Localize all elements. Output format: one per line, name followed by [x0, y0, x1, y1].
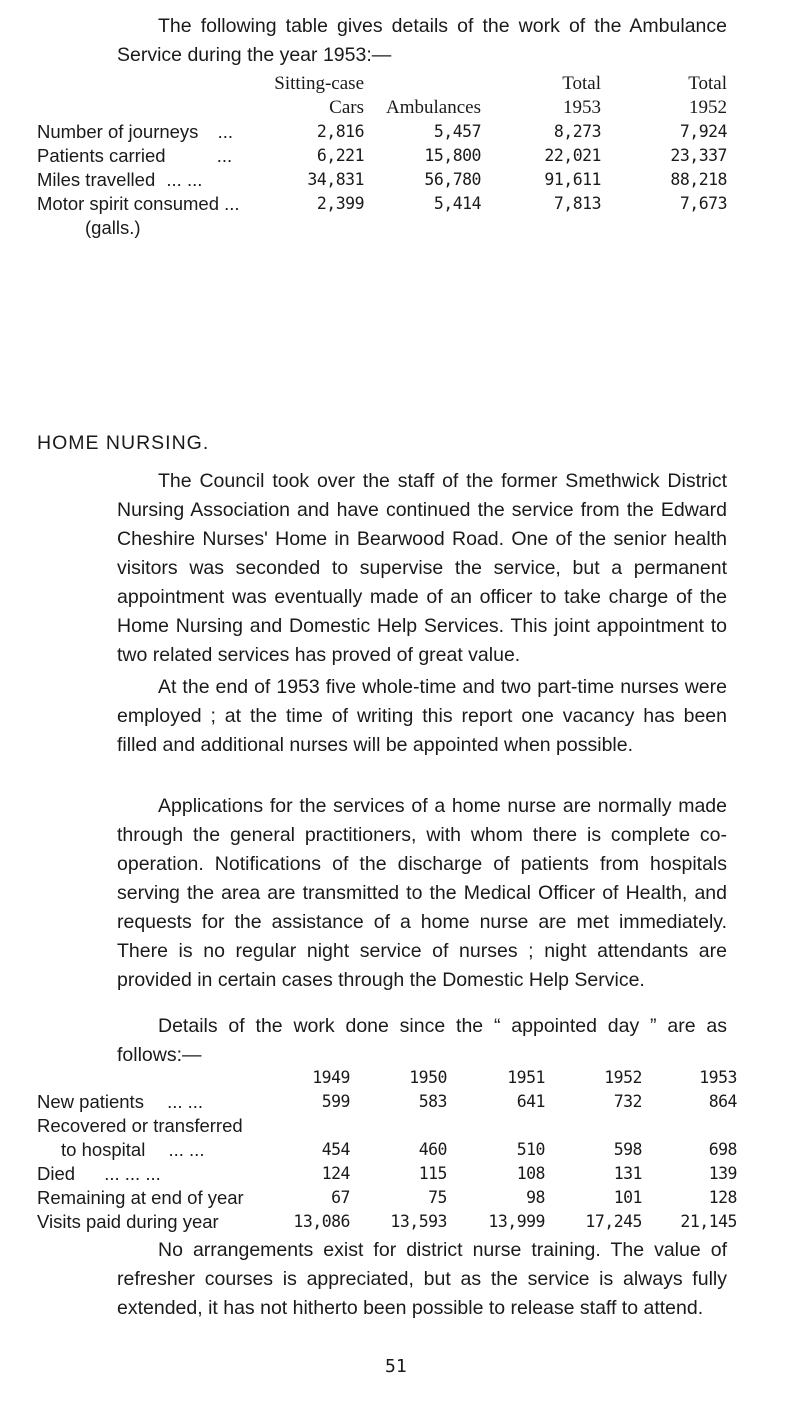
table-cell: 21,145 — [680, 1212, 737, 1231]
table-cell: 7,813 — [553, 194, 601, 213]
table-cell: 91,611 — [544, 170, 601, 189]
table-row — [37, 120, 727, 144]
ambulance-header-cell: Ambulances — [386, 97, 481, 118]
table-cell: 6,221 — [316, 146, 364, 165]
ambulance-header-top — [37, 72, 727, 96]
nursing-header-row — [37, 1066, 737, 1090]
row-label: Number of journeys — [37, 121, 199, 142]
row-label: Recovered or transferred — [37, 1115, 243, 1136]
table-cell: 460 — [418, 1140, 447, 1159]
table-cell: 641 — [516, 1092, 545, 1111]
intro-paragraph: The following table gives details of the work of the Ambulance Service during the year 1953:— — [117, 15, 727, 66]
table-cell: 98 — [526, 1188, 545, 1207]
body-paragraph: Applications for the services of a home nurse are normally made through the general practitioners, with whom there is complete co-operation. Notifications of the discharge of patients from hospitals serving the area are transmitted to the Medical Officer of Health, and requests for the assistance of a home nurse are met immediately. There is no regular night service of nurses ; night attendants are provided in certain cases through the Domestic Help Service. — [117, 795, 727, 991]
row-leader-dots: ... ... — [166, 169, 203, 190]
table-row — [37, 1186, 737, 1210]
row-label: Remaining at end of year — [37, 1187, 244, 1208]
row-label: Died — [37, 1163, 76, 1184]
table-cell: 101 — [613, 1188, 642, 1207]
table-row — [37, 1114, 737, 1138]
row-label: Patients carried — [37, 145, 166, 166]
table-cell: 139 — [708, 1164, 737, 1183]
year-header: 1950 — [409, 1068, 447, 1087]
ambulance-header-bottom — [37, 96, 727, 120]
ambulance-header-cell: 1953 — [563, 97, 601, 118]
table-cell: 124 — [321, 1164, 350, 1183]
table-cell: 15,800 — [424, 146, 481, 165]
ambulance-header-cell: Cars — [329, 97, 364, 118]
table-cell: 13,086 — [293, 1212, 350, 1231]
table-cell: 13,593 — [390, 1212, 447, 1231]
section-heading: HOME NURSING. — [37, 432, 210, 454]
table-cell: 8,273 — [553, 122, 601, 141]
table-row — [37, 1162, 737, 1186]
row-leader-dots: ... ... ... — [104, 1163, 161, 1184]
table-cell: 23,337 — [670, 146, 727, 165]
table-cell: 13,999 — [488, 1212, 545, 1231]
table-row — [37, 192, 727, 216]
table-cell: 7,924 — [679, 122, 727, 141]
closing-paragraph: No arrangements exist for district nurse training. The value of refresher courses is appreciated, but as the service is always fully extended, it has not hitherto been possible to release staff to attend. — [117, 1239, 727, 1319]
row-leader-dots: ... ... — [168, 1139, 205, 1160]
table-cell: 108 — [516, 1164, 545, 1183]
table-cell: 115 — [418, 1164, 447, 1183]
year-header: 1951 — [507, 1068, 545, 1087]
table-cell: 598 — [613, 1140, 642, 1159]
row-leader-dots: ... — [217, 121, 233, 142]
table-cell: 599 — [321, 1092, 350, 1111]
table-cell: 5,457 — [433, 122, 481, 141]
nursing-table — [37, 1066, 737, 1234]
table-cell: 2,399 — [316, 194, 364, 213]
table-row — [37, 1090, 737, 1114]
table-cell: 67 — [331, 1188, 350, 1207]
year-header: 1953 — [699, 1068, 737, 1087]
row-label: New patients — [37, 1091, 144, 1112]
table-cell: 864 — [708, 1092, 737, 1111]
body-paragraph: At the end of 1953 five whole-time and two part-time nurses were employed ; at the time of writing this report one vacancy has been filled and additional nurses will be appointed when possible. — [117, 676, 727, 756]
body-paragraph: The Council took over the staff of the former Smethwick District Nursing Association and have continued the service from the Edward Cheshire Nurses' Home in Bearwood Road. One of the senior health visitors was seconded to supervise the service, but a permanent appointment was eventually made of an officer to take charge of the Home Nursing and Domestic Help Services. This joint appointment to two related services has proved of great value. — [117, 470, 727, 666]
table-cell: 22,021 — [544, 146, 601, 165]
row-label: Miles travelled — [37, 169, 156, 190]
year-header: 1949 — [312, 1068, 350, 1087]
table-cell: 131 — [613, 1164, 642, 1183]
row-leader-dots: ... — [216, 145, 233, 166]
row-label: Motor spirit consumed — [37, 193, 219, 214]
year-header: 1952 — [604, 1068, 642, 1087]
table-cell: 88,218 — [670, 170, 727, 189]
table-cell: 56,780 — [424, 170, 481, 189]
unit-note: (galls.) — [85, 217, 141, 238]
table-cell: 7,673 — [679, 194, 727, 213]
table-cell: 698 — [708, 1140, 737, 1159]
table-row — [37, 1210, 737, 1234]
table-row — [37, 216, 727, 240]
row-label: Visits paid during year — [37, 1211, 219, 1232]
table-cell: 17,245 — [585, 1212, 642, 1231]
table-cell: 454 — [321, 1140, 350, 1159]
table-cell: 510 — [516, 1140, 545, 1159]
ambulance-header-cell: Sitting-case — [274, 73, 364, 94]
table-row — [37, 168, 727, 192]
row-label: to hospital — [61, 1139, 146, 1160]
ambulance-header-cell: Total — [562, 73, 601, 94]
table-cell: 128 — [708, 1188, 737, 1207]
row-leader-dots: ... — [224, 193, 240, 214]
ambulance-header-cell: Total — [688, 73, 727, 94]
table-cell: 732 — [613, 1092, 642, 1111]
table-cell: 75 — [428, 1188, 447, 1207]
ambulance-header-cell — [364, 72, 481, 96]
table-cell: 5,414 — [433, 194, 481, 213]
body-paragraph: Details of the work done since the “ appointed day ” are as follows:— — [117, 1015, 727, 1066]
table-cell: 34,831 — [307, 170, 364, 189]
row-leader-dots: ... ... — [167, 1091, 204, 1112]
ambulance-header-cell: 1952 — [689, 97, 727, 118]
table-cell: 2,816 — [316, 122, 364, 141]
table-row — [37, 144, 727, 168]
table-cell: 583 — [418, 1092, 447, 1111]
table-row — [37, 1138, 737, 1162]
page-number: 51 — [385, 1356, 407, 1377]
ambulance-table — [37, 72, 727, 240]
